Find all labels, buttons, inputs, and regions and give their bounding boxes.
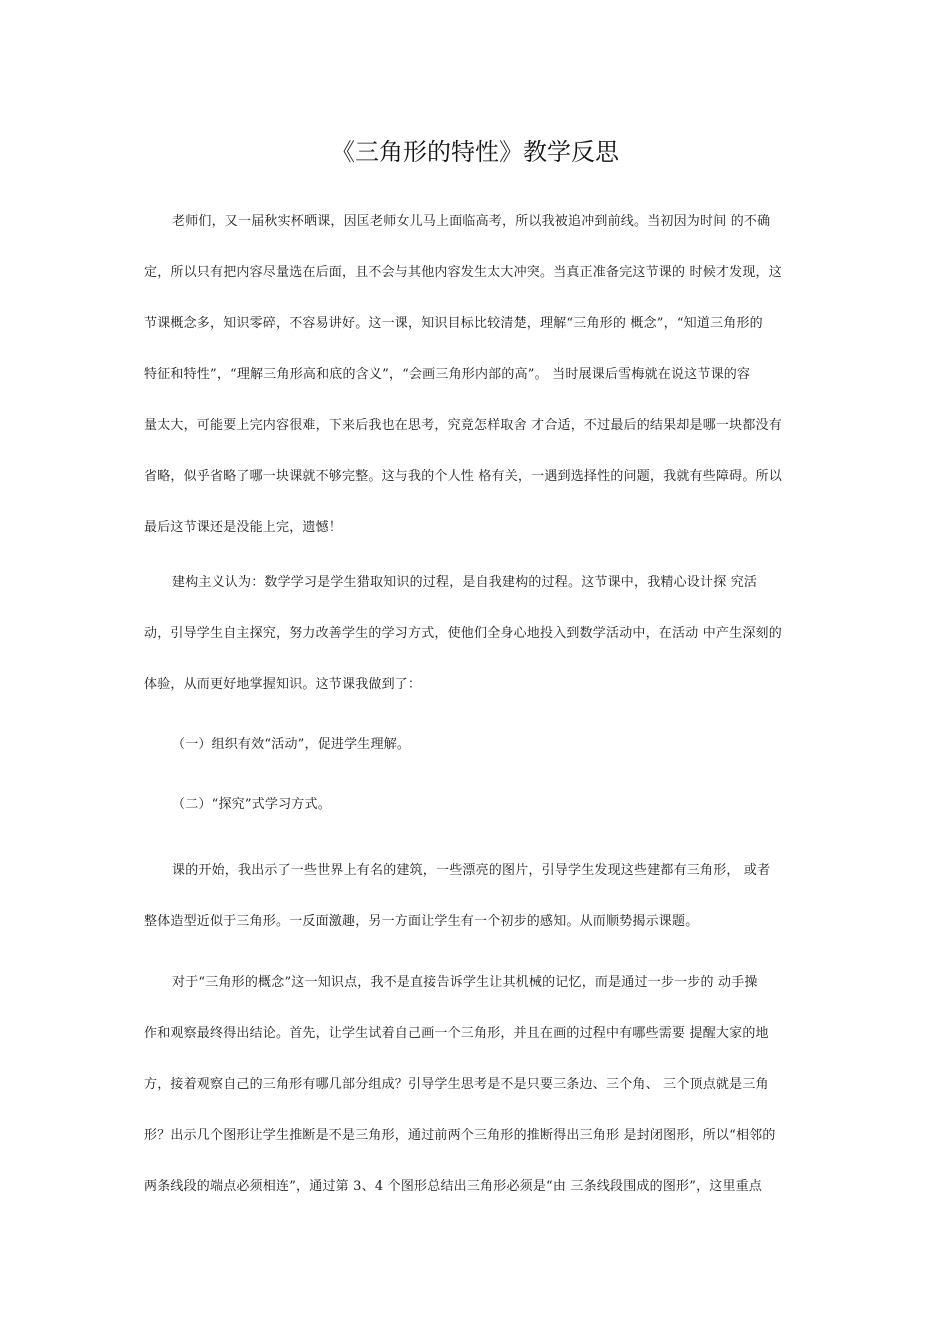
paragraph-line: 体验，从而更好地掌握知识。这节课我做到了： (144, 677, 422, 692)
paragraph-line: 特征和特性”，“理解三角形高和底的含义”，“会画三角形内部的高”。 当时展课后雪梅就在说这节课的容 (144, 367, 751, 382)
paragraph-4 (144, 957, 814, 1212)
paragraph-line: 形？出示几个图形让学生推断是不是三角形，通过前两个三角形的推断得出三角形 是封闭图形，所以“相邻的 (144, 1128, 776, 1143)
paragraph-line: 定，所以只有把内容尽量选在后面，且不会与其他内容发生太大冲突。当真正准备完这节课的 时候才发现，这 (144, 265, 782, 280)
paragraph-line: 作和观察最终得出结论。首先，让学生试着自己画一个三角形，并且在画的过程中有哪些需要 提醒大家的地 (144, 1026, 769, 1041)
paragraph-line: （二）“探究”式学习方式。 (172, 797, 331, 812)
paragraph-line: 动，引导学生自主探究，努力改善学生的学习方式，使他们全身心地投入到数学活动中，在活动 中产生深刻的 (144, 626, 782, 641)
list-item-2 (144, 779, 814, 830)
paragraph-3 (144, 845, 814, 947)
page-title: 《三角形的特性》教学反思 (331, 138, 619, 166)
paragraph-line: 建构主义认为：数学学习是学生猎取知识的过程，是自我建构的过程。这节课中，我精心设计探 究活 (172, 575, 758, 590)
paragraph-1 (144, 196, 814, 553)
paragraph-line: 方，接着观察自己的三角形有哪几部分组成？引导学生思考是不是只要三条边、三个角、 三个顶点就是三角 (144, 1077, 769, 1092)
paragraph-line: 两条线段的端点必须相连”，通过第 3、4 个图形总结出三角形必须是“由 三条线段围成的图形”，这里重点 (144, 1179, 763, 1194)
paragraph-line: 对于“三角形的概念”这一知识点，我不是直接告诉学生让其机械的记忆，而是通过一步一步的 动手操 (172, 975, 758, 990)
paragraph-line: 整体造型近似于三角形。一反面激趣，另一方面让学生有一个初步的感知。从而顺势揭示课题。 (144, 914, 699, 929)
paragraph-line: 课的开始，我出示了一些世界上有名的建筑，一些漂亮的图片，引导学生发现这些建都有三角形， 或者 (172, 863, 771, 878)
paragraph-line: 节课概念多，知识零碎，不容易讲好。这一课，知识目标比较清楚，理解“三角形的 概念”，“知道三角形的 (144, 316, 763, 331)
paragraph-line: 量太大，可能要上完内容很难，下来后我也在思考，究竟怎样取舍 才合适，不过最后的结果却是哪一块都没有 (144, 418, 782, 433)
paragraph-line: 最后这节课还是没能上完，遗憾！ (144, 520, 343, 535)
paragraph-line: 老师们，又一届秋实杯晒课，因匡老师女儿马上面临高考，所以我被追冲到前线。当初因为时间 的不确 (172, 214, 771, 229)
paragraph-line: （一）组织有效“活动”，促进学生理解。 (172, 737, 411, 752)
paragraph-2 (144, 557, 814, 710)
paragraph-line: 省略，似乎省略了哪一块课就不够完整。这与我的个人性 格有关，一遇到选择性的问题，我就有些障碍。所以 (144, 469, 782, 484)
list-item-1 (144, 719, 814, 770)
